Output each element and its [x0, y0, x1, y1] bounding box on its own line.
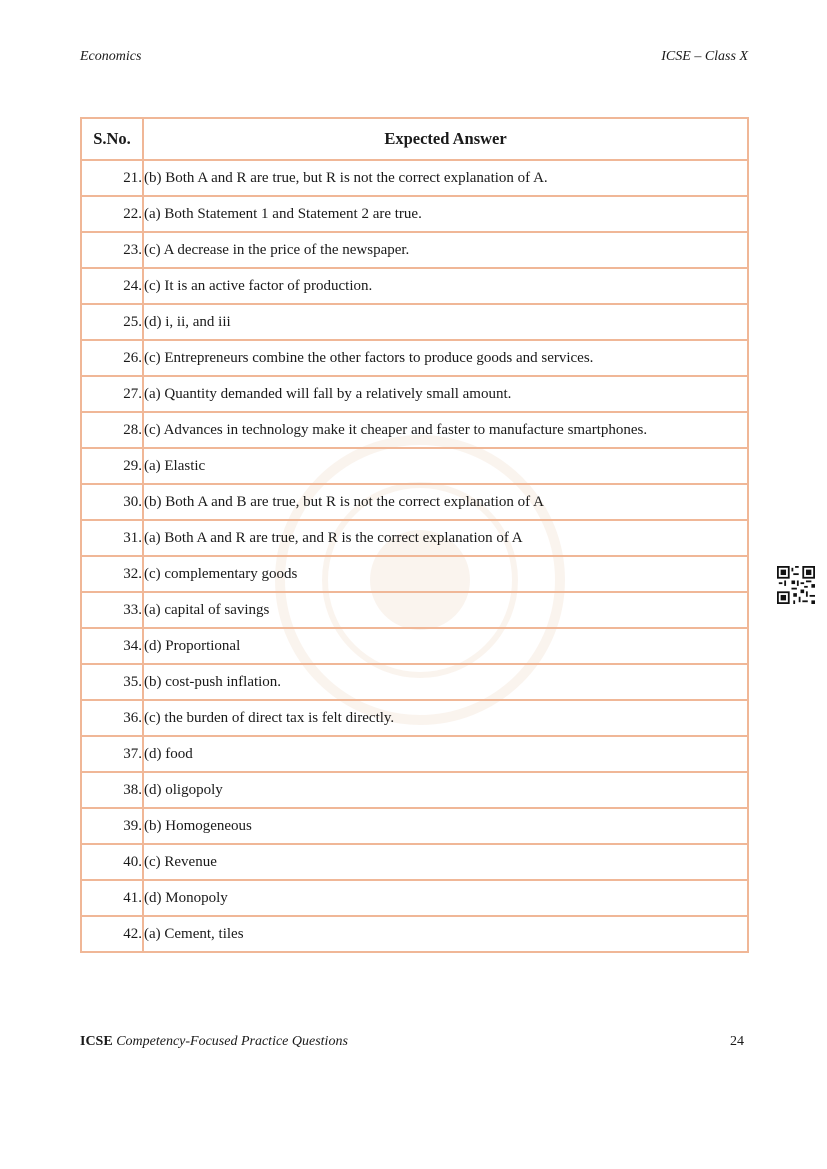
- row-number: 21.: [81, 160, 143, 196]
- header-subject: Economics: [80, 49, 142, 64]
- table-row: [81, 592, 748, 628]
- row-number: 23.: [81, 232, 143, 268]
- footer-title: [80, 1034, 348, 1050]
- table-row: [81, 700, 748, 736]
- row-answer: (b) Both A and B are true, but R is not the correct explanation of A: [143, 484, 748, 520]
- row-number: 37.: [81, 736, 143, 772]
- answers-table: [80, 117, 749, 953]
- row-answer: (c) A decrease in the price of the newspaper.: [143, 232, 748, 268]
- row-answer: (c) It is an active factor of production.: [143, 268, 748, 304]
- table-row: [81, 880, 748, 916]
- row-answer: (c) complementary goods: [143, 556, 748, 592]
- table-row: [81, 916, 748, 952]
- row-answer: (d) oligopoly: [143, 772, 748, 808]
- row-answer: (b) Homogeneous: [143, 808, 748, 844]
- table-header-row: [81, 118, 748, 160]
- column-header-answer: Expected Answer: [143, 118, 748, 160]
- row-number: 29.: [81, 448, 143, 484]
- row-answer: (a) Both Statement 1 and Statement 2 are true.: [143, 196, 748, 232]
- row-number: 41.: [81, 880, 143, 916]
- row-answer: (d) food: [143, 736, 748, 772]
- row-answer: (c) Entrepreneurs combine the other factors to produce goods and services.: [143, 340, 748, 376]
- row-number: 39.: [81, 808, 143, 844]
- table-row: [81, 736, 748, 772]
- column-header-sno: S.No.: [81, 118, 143, 160]
- row-number: 27.: [81, 376, 143, 412]
- table-row: [81, 628, 748, 664]
- table-row: [81, 196, 748, 232]
- row-answer: (b) cost-push inflation.: [143, 664, 748, 700]
- table-row: [81, 160, 748, 196]
- row-number: 40.: [81, 844, 143, 880]
- row-number: 38.: [81, 772, 143, 808]
- row-answer: (d) i, ii, and iii: [143, 304, 748, 340]
- row-number: 36.: [81, 700, 143, 736]
- table-row: [81, 664, 748, 700]
- row-number: 42.: [81, 916, 143, 952]
- page-number: 24: [730, 1034, 744, 1049]
- row-answer: (c) the burden of direct tax is felt directly.: [143, 700, 748, 736]
- row-number: 22.: [81, 196, 143, 232]
- table-row: [81, 268, 748, 304]
- row-number: 28.: [81, 412, 143, 448]
- row-answer: (a) Quantity demanded will fall by a relatively small amount.: [143, 376, 748, 412]
- row-answer: (a) Both A and R are true, and R is the correct explanation of A: [143, 520, 748, 556]
- table-row: [81, 448, 748, 484]
- table-row: [81, 232, 748, 268]
- row-number: 31.: [81, 520, 143, 556]
- table-row: [81, 340, 748, 376]
- header-board-class: ICSE – Class X: [661, 49, 748, 64]
- row-answer: (a) Cement, tiles: [143, 916, 748, 952]
- table-row: [81, 808, 748, 844]
- row-answer: (d) Proportional: [143, 628, 748, 664]
- row-number: 35.: [81, 664, 143, 700]
- row-number: 24.: [81, 268, 143, 304]
- table-row: [81, 412, 748, 448]
- qr-code-icon[interactable]: [777, 566, 815, 604]
- row-answer: (a) Elastic: [143, 448, 748, 484]
- row-number: 32.: [81, 556, 143, 592]
- row-answer: (a) capital of savings: [143, 592, 748, 628]
- row-number: 30.: [81, 484, 143, 520]
- row-number: 25.: [81, 304, 143, 340]
- table-row: [81, 520, 748, 556]
- footer-brand: ICSE: [80, 1034, 113, 1049]
- table-row: [81, 772, 748, 808]
- row-number: 34.: [81, 628, 143, 664]
- row-number: 33.: [81, 592, 143, 628]
- table-row: [81, 484, 748, 520]
- table-row: [81, 556, 748, 592]
- table-row: [81, 376, 748, 412]
- row-answer: (b) Both A and R are true, but R is not the correct explanation of A.: [143, 160, 748, 196]
- row-number: 26.: [81, 340, 143, 376]
- row-answer: (c) Revenue: [143, 844, 748, 880]
- row-answer: (c) Advances in technology make it cheaper and faster to manufacture smartphones.: [143, 412, 748, 448]
- row-answer: (d) Monopoly: [143, 880, 748, 916]
- table-row: [81, 844, 748, 880]
- footer-subtitle: Competency-Focused Practice Questions: [116, 1034, 348, 1049]
- table-row: [81, 304, 748, 340]
